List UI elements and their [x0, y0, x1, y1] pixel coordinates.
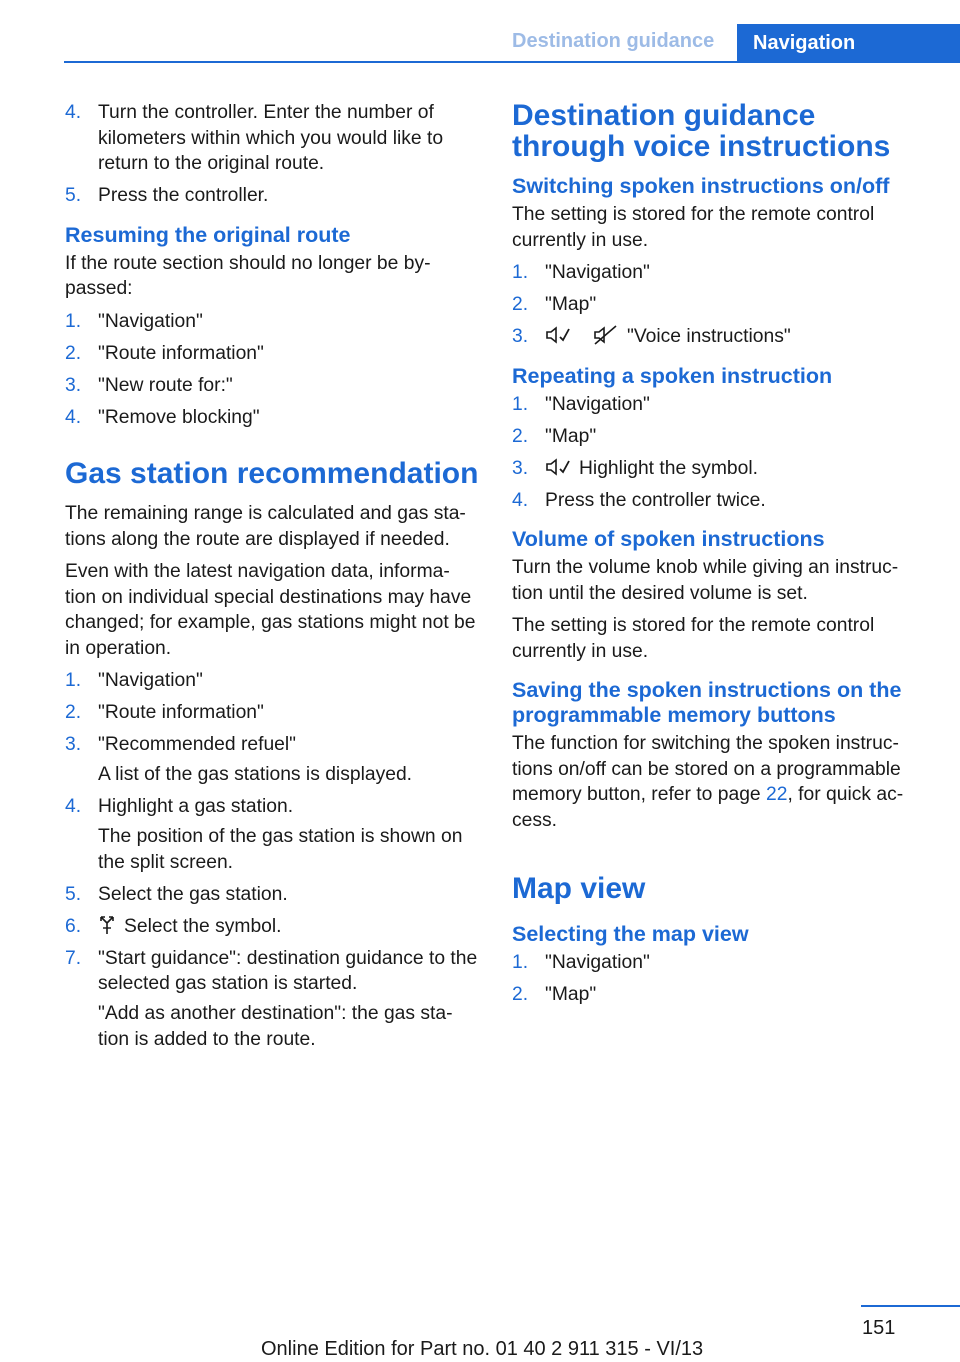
step-number: 4.: [65, 406, 82, 428]
speaker-icon: [545, 325, 571, 345]
step-number: 2.: [512, 984, 529, 1005]
step-number: 1.: [512, 393, 529, 415]
step-text: "Voice instructions": [627, 326, 791, 347]
speaker-off-icon: [593, 325, 619, 345]
list-item: [512, 324, 927, 350]
step-number: 1.: [512, 262, 529, 283]
step-number: 3.: [65, 734, 82, 755]
switch-heading: Switching spoken instructions on/off: [512, 174, 890, 198]
volume-paragraph-2: The setting is stored for the remote control currently in use.: [512, 615, 875, 662]
route-split-icon: [98, 915, 116, 935]
step-text: Turn the controller. Enter the number of kilometers within which you would like to return to the original route.: [98, 102, 444, 174]
step-text: Select the symbol.: [124, 915, 282, 937]
saving-text-before: The function for switching the spoken instruc‐tions on/off can be stored on a programmable memory button, refer to page: [512, 733, 901, 805]
switch-steps-list: [512, 260, 927, 350]
list-item: [65, 668, 480, 694]
list-item: [512, 456, 927, 482]
list-item: [65, 732, 480, 758]
step-text: "Remove blocking": [98, 406, 260, 428]
step-text: "Start guidance": destination guidance to the selected gas station is started.: [98, 947, 478, 994]
step-number: 2.: [512, 294, 529, 315]
gas-steps-list: [65, 668, 480, 1052]
list-item: [65, 794, 480, 820]
step-text: Highlight a gas station.: [98, 796, 294, 817]
repeat-steps-list: [512, 392, 927, 514]
volume-heading: Volume of spoken instructions: [512, 527, 825, 551]
saving-paragraph: [512, 731, 927, 833]
step-number: 4.: [512, 489, 529, 511]
gas-paragraph-2: Even with the latest navigation data, informa‐tion on individual special destinations may have changed; for example, gas stations might not be in operation.: [65, 561, 476, 659]
step-text: Press the controller.: [98, 185, 269, 206]
page-number: 151: [862, 1317, 896, 1339]
resume-steps-list: [65, 309, 480, 431]
list-item: [65, 100, 480, 177]
step-text: "Map": [545, 984, 597, 1005]
step-number: 1.: [65, 310, 82, 332]
step-number: 5.: [65, 883, 82, 905]
speaker-icon: [545, 457, 571, 477]
saving-text-after: , for quick ac‐cess.: [512, 784, 904, 831]
step-text: "Route information": [98, 702, 264, 723]
header-chapter-tab: Navigation: [737, 24, 960, 62]
right-column: [512, 100, 927, 1022]
step-number: 4.: [65, 796, 82, 817]
resume-heading: Resuming the original route: [65, 222, 351, 247]
left-column: [65, 100, 480, 1066]
step-number: 4.: [65, 102, 82, 123]
step-text: "Recommended refuel": [98, 734, 297, 755]
step-text: "Navigation": [545, 262, 650, 283]
list-item: [65, 373, 480, 399]
step-text: "Navigation": [545, 393, 650, 415]
step-text: "Map": [545, 294, 597, 315]
list-item: [65, 882, 480, 908]
step-text: "Route information": [98, 342, 264, 364]
step-number: 3.: [65, 374, 82, 396]
step-number: 2.: [512, 425, 529, 447]
list-item: [65, 946, 480, 997]
list-item: [65, 183, 480, 209]
saving-heading: Saving the spoken instructions on the programmable memory buttons: [512, 678, 902, 727]
voice-heading: Destination guidance through voice instructions: [512, 99, 891, 163]
step-number: 2.: [65, 342, 82, 364]
list-item: [512, 488, 927, 514]
step-continuation: "Add as another destination": the gas sta‐tion is added to the route.: [98, 1003, 453, 1050]
list-item: [65, 700, 480, 726]
step-text: "New route for:": [98, 374, 233, 396]
list-item: [65, 914, 480, 940]
page-link[interactable]: 22: [766, 784, 788, 805]
resume-intro: If the route section should no longer be by‐passed:: [65, 252, 431, 299]
header-section-title: Destination guidance: [512, 30, 715, 52]
footer-rule: [861, 1305, 960, 1307]
step-number: 2.: [65, 702, 82, 723]
header-rule: [64, 61, 960, 63]
step-continuation: The position of the gas station is shown on the split screen.: [98, 826, 463, 873]
list-item: [512, 950, 927, 976]
switch-intro: The setting is stored for the remote control currently in use.: [512, 204, 875, 251]
map-subheading: Selecting the map view: [512, 922, 749, 946]
volume-paragraph-1: Turn the volume knob while giving an instruc‐tion until the desired volume is set.: [512, 557, 899, 604]
step-text: "Navigation": [98, 670, 203, 691]
step-number: 3.: [512, 326, 529, 347]
step-text: Press the controller twice.: [545, 489, 766, 511]
list-item: [512, 982, 927, 1008]
footer-edition: Online Edition for Part no. 01 40 2 911 315 - VI/13: [261, 1338, 704, 1360]
list-item: [512, 260, 927, 286]
step-text: Select the gas station.: [98, 883, 288, 905]
step-number: 7.: [65, 947, 82, 969]
step-text: "Navigation": [545, 952, 650, 973]
top-steps-list: [65, 100, 480, 209]
step-text: Highlight the symbol.: [579, 457, 758, 479]
map-heading: Map view: [512, 872, 646, 905]
map-steps-list: [512, 950, 927, 1008]
list-item: [512, 392, 927, 418]
step-continuation: A list of the gas stations is displayed.: [98, 764, 413, 785]
step-number: 6.: [65, 915, 82, 937]
list-item: [65, 309, 480, 335]
step-number: 5.: [65, 185, 82, 206]
step-number: 1.: [512, 952, 529, 973]
list-item: [512, 424, 927, 450]
repeat-heading: Repeating a spoken instruction: [512, 363, 833, 388]
gas-paragraph-1: The remaining range is calculated and gas sta‐tions along the route are displayed if needed.: [65, 503, 466, 550]
step-text: "Map": [545, 425, 597, 447]
step-number: 1.: [65, 670, 82, 691]
list-item: [512, 292, 927, 318]
step-number: 3.: [512, 457, 529, 479]
list-item: [65, 405, 480, 431]
gas-heading: Gas station recommendation: [65, 457, 479, 490]
list-item: [65, 341, 480, 367]
step-text: "Navigation": [98, 310, 203, 332]
